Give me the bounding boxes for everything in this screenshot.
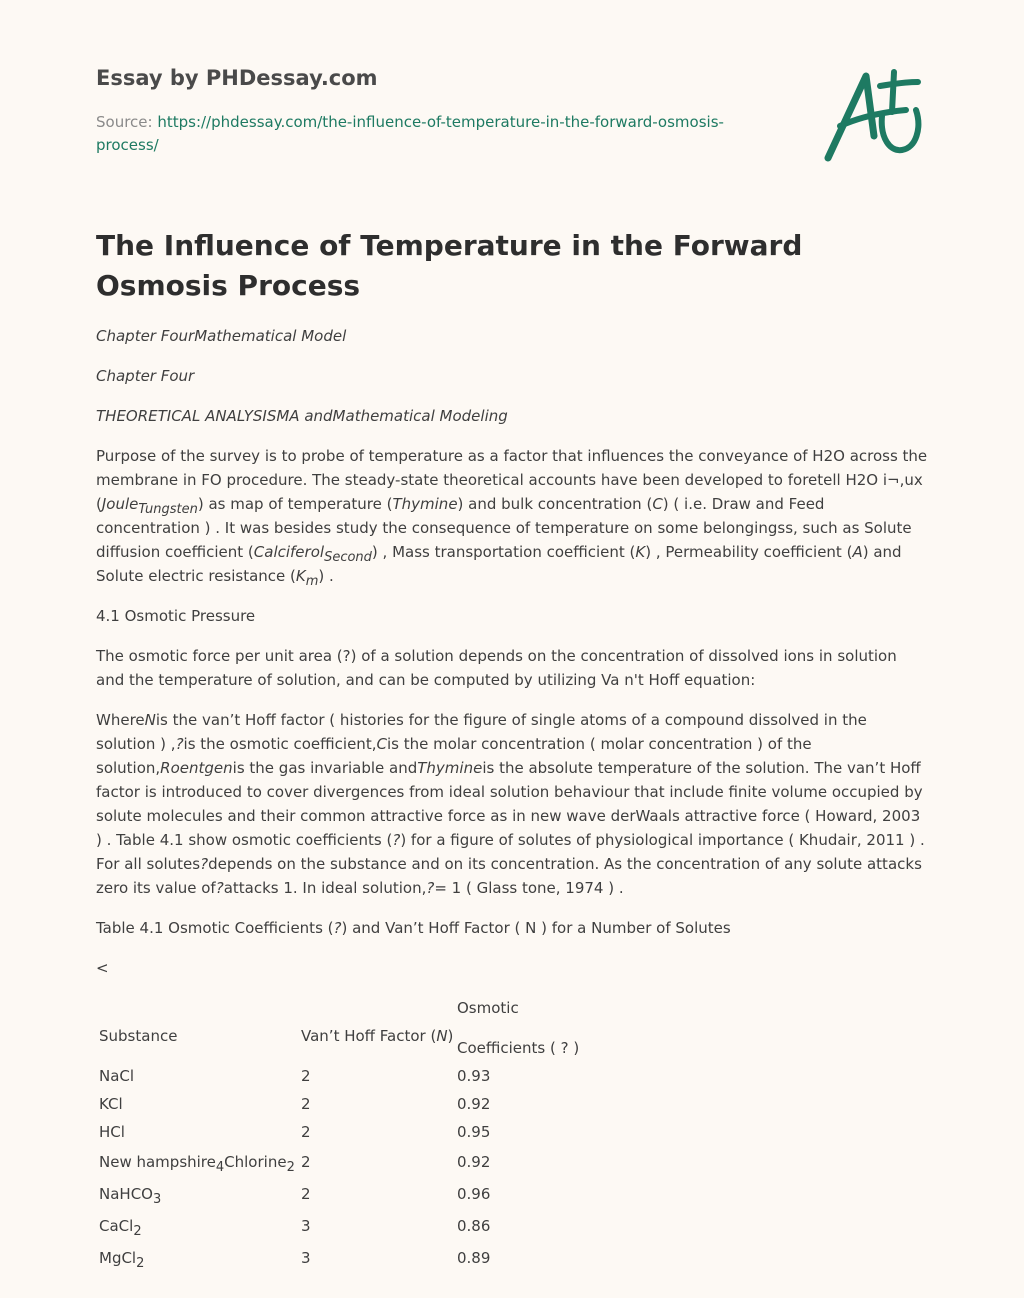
symbol: N — [436, 1027, 448, 1045]
chapter-subheading-text: Chapter Four — [96, 367, 195, 385]
text: Table 4.1 Osmotic Coefficients ( — [96, 919, 334, 937]
text: ) and Van’t Hoff Factor ( N ) for a Number of Solutes — [341, 919, 731, 937]
chapter-subheading — [96, 364, 928, 388]
header-osmotic-1: Osmotic — [457, 999, 519, 1017]
text: is the gas invariable and — [232, 759, 418, 777]
source-line — [96, 111, 736, 157]
subscript: m — [305, 574, 319, 589]
site-brand: Essay by PHDessay.com — [96, 66, 378, 90]
analysis-heading — [96, 404, 928, 428]
symbol: C — [652, 495, 663, 513]
subscript: Second — [324, 550, 372, 565]
symbol: ? — [426, 879, 435, 897]
text: is the molar concentration ( molar concentration ) of the solution, — [96, 735, 812, 777]
cell-vant-hoff: 2 — [301, 1123, 311, 1141]
subscript: Tungsten — [138, 502, 198, 517]
table-row — [96, 1090, 928, 1118]
text: attacks 1. In ideal solution, — [223, 879, 427, 897]
symbol: C — [376, 735, 387, 753]
a-plus-logo-icon — [822, 66, 926, 166]
symbol: K — [635, 543, 646, 561]
symbol: ? — [333, 919, 342, 937]
text: ) and bulk concentration ( — [457, 495, 653, 513]
paragraph-osmotic: The osmotic force per unit area (?) of a solution depends on the concentration of dissolved ions in solution and the temperature of solution, and can be computed by utilizing Va n't Hoff equation: — [96, 647, 897, 689]
text: depends on the substance and on its concentration. As the concentration of any solute attacks zero its value of — [96, 855, 922, 897]
cell-substance: NaHCO$_3$ — [99, 1185, 162, 1207]
analysis-heading-text: THEORETICAL ANALYSISMA andMathematical Modeling — [96, 407, 508, 425]
essay-body — [96, 324, 928, 996]
table-caption — [96, 916, 928, 940]
chapter-heading-text: Chapter FourMathematical Model — [96, 327, 347, 345]
cell-osmotic: 0.92 — [457, 1153, 491, 1171]
text: ) , Mass transportation coefficient ( — [371, 543, 636, 561]
table-row — [96, 1062, 928, 1090]
cell-osmotic: 0.89 — [457, 1249, 491, 1267]
source-link[interactable]: https://phdessay.com/the-influence-of-temperature-in-the-forward-osmosis-process/ — [96, 113, 724, 154]
cell-osmotic: 0.92 — [457, 1095, 491, 1113]
text: Van’t Hoff Factor ( — [301, 1027, 437, 1045]
cell-osmotic: 0.86 — [457, 1217, 491, 1235]
cell-substance: NaCl — [99, 1067, 135, 1085]
symbol: ? — [392, 831, 401, 849]
cell-osmotic: 0.95 — [457, 1123, 491, 1141]
cell-vant-hoff: 2 — [301, 1185, 311, 1203]
cell-substance: HCl — [99, 1123, 125, 1141]
text: ) ( i.e. Draw and Feed concentration ) . It was besides study the consequence of temperature on some belongingss, such as Solute diffusion coefficient ( — [96, 495, 912, 561]
header-vant-hoff — [301, 1022, 453, 1050]
header-substance: Substance — [99, 1027, 178, 1045]
cell-vant-hoff: 3 — [301, 1217, 311, 1235]
table-row — [96, 1180, 928, 1212]
text: is the absolute temperature of the solution. The van’t Hoff factor is introduced to cover divergences from ideal solution behaviour that include finite volume occupied by solute molecules and their common attractive force as in new wave derWaals attractive force ( Howard, 2003 ) . Table 4.1 show osmotic coefficients ( — [96, 759, 923, 849]
source-label: Source: — [96, 113, 158, 131]
cell-substance: MgCl$_2$ — [99, 1249, 145, 1271]
text: Where — [96, 711, 145, 729]
symbol: N — [144, 711, 156, 729]
symbol: Thymine — [392, 495, 458, 513]
table-row — [96, 1148, 928, 1180]
text: is the osmotic coefficient, — [183, 735, 377, 753]
section-heading: 4.1 Osmotic Pressure — [96, 607, 256, 625]
chapter-heading — [96, 324, 928, 348]
text: ) as map of temperature ( — [197, 495, 393, 513]
symbol: Calciferol — [253, 543, 325, 561]
text: = 1 ( Glass tone, 1974 ) . — [434, 879, 624, 897]
symbol: Thymine — [417, 759, 483, 777]
symbol: Joule — [101, 495, 139, 513]
cell-osmotic: 0.96 — [457, 1185, 491, 1203]
cell-vant-hoff: 2 — [301, 1153, 311, 1171]
table-body — [96, 1062, 928, 1276]
symbol: ? — [175, 735, 184, 753]
paragraph-where — [96, 708, 928, 900]
cell-vant-hoff: 2 — [301, 1095, 311, 1113]
text: is the van’t Hoff factor ( histories for the figure of single atoms of a compound dissolved in the solution ) , — [96, 711, 867, 753]
symbol: K — [295, 567, 306, 585]
solutes-table — [96, 996, 928, 1290]
text: Purpose of the survey is to probe of temperature as a factor that influences the conveyance of H2O across the membrane in FO procedure. The steady-state theoretical accounts have been developed to foretell H2O i¬,ux ( — [96, 447, 928, 513]
text: ) . — [318, 567, 334, 585]
cell-substance: KCl — [99, 1095, 123, 1113]
table-row — [96, 1244, 928, 1276]
text: ) , Permeability coefficient ( — [645, 543, 853, 561]
table-row — [96, 1212, 928, 1244]
stray-marker: < — [96, 959, 109, 977]
cell-substance: CaCl$_2$ — [99, 1217, 142, 1239]
page-title: The Influence of Temperature in the Forward Osmosis Process — [96, 229, 803, 302]
cell-vant-hoff: 2 — [301, 1067, 311, 1085]
symbol: A — [852, 543, 863, 561]
cell-osmotic: 0.93 — [457, 1067, 491, 1085]
table-row — [96, 1118, 928, 1148]
paragraph-purpose — [96, 444, 928, 588]
symbol: Roentgen — [160, 759, 233, 777]
symbol: ? — [215, 879, 224, 897]
cell-vant-hoff: 3 — [301, 1249, 311, 1267]
symbol: ? — [200, 855, 209, 873]
text: ) and Solute electric resistance ( — [96, 543, 902, 585]
header-osmotic-2: Coefficients ( ? ) — [457, 1039, 580, 1057]
text: ) — [447, 1027, 454, 1045]
text: ) for a figure of solutes of physiological importance ( Khudair, 2011 ) . For all solutes — [96, 831, 925, 873]
cell-substance: New hampshire$_4$Chlorine$_2$ — [99, 1153, 295, 1175]
